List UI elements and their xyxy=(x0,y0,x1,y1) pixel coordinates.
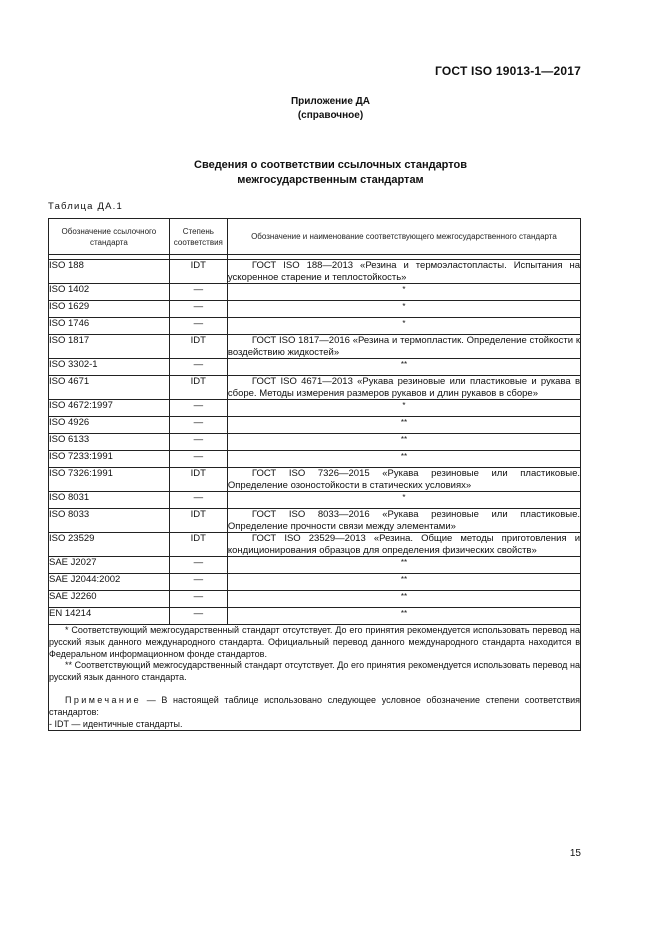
degree-cell: — xyxy=(169,400,227,417)
section-title-line-1: Сведения о соответствии ссылочных стандартов xyxy=(194,159,467,171)
footnote-double-star: ** Соответствующий межгосударственный стандарт отсутствует. До его принятия рекомендуется использовать перевод на русский язык данного стандарта. xyxy=(49,660,580,683)
correspondence-table xyxy=(48,218,581,731)
interstate-standard-cell: ГОСТ ISO 1817—2016 «Резина и термопластик. Определение стойкости к воздействию жидкостей» xyxy=(227,335,580,358)
interstate-standard-cell: ГОСТ ISO 23529—2013 «Резина. Общие методы приготовления и кондиционирования образцов для определения физических свойств» xyxy=(227,533,580,556)
degree-cell: IDT xyxy=(169,376,227,400)
reference-standard-cell: EN 14214 xyxy=(49,608,170,625)
reference-standard-cell: ISO 23529 xyxy=(49,533,170,557)
footnote-mark-cell: ** xyxy=(227,574,580,591)
footnote-mark-cell: ** xyxy=(227,451,580,468)
table-header-row xyxy=(49,219,581,255)
reference-standard-cell: ISO 1402 xyxy=(49,284,170,301)
table-row xyxy=(49,492,581,509)
table-row xyxy=(49,318,581,335)
table-note xyxy=(49,695,580,719)
degree-cell: IDT xyxy=(169,260,227,284)
table-row xyxy=(49,608,581,625)
table-footnotes-row xyxy=(49,625,581,731)
degree-cell: IDT xyxy=(169,509,227,533)
column-header-reference-standard: Обозначение ссылочного стандарта xyxy=(49,219,170,255)
reference-standard-cell: ISO 8031 xyxy=(49,492,170,509)
reference-standard-cell: SAE J2044:2002 xyxy=(49,574,170,591)
reference-standard-cell: ISO 4926 xyxy=(49,417,170,434)
degree-cell: — xyxy=(169,318,227,335)
interstate-standard-cell: ГОСТ ISO 4671—2013 «Рукава резиновые или пластиковые и рукава в сборе. Методы измерения размеров рукавов и длин рукавов в сборе» xyxy=(227,376,580,399)
footnote-mark-cell: ** xyxy=(227,608,580,625)
footnote-mark-cell: * xyxy=(227,492,580,509)
reference-standard-cell: ISO 6133 xyxy=(49,434,170,451)
annex-heading xyxy=(0,95,661,123)
table-row xyxy=(49,284,581,301)
reference-standard-cell: ISO 1746 xyxy=(49,318,170,335)
footnote-mark-cell: * xyxy=(227,400,580,417)
interstate-standard-cell: ГОСТ ISO 188—2013 «Резина и термоэластопласты. Испытания на ускоренное старение и теплостойкость» xyxy=(227,260,580,283)
footnote-mark-cell: * xyxy=(227,284,580,301)
table-row xyxy=(49,574,581,591)
interstate-standard-cell: ГОСТ ISO 8033—2016 «Рукава резиновые или пластиковые. Определение прочности связи между элементами» xyxy=(227,509,580,532)
table-row xyxy=(49,533,581,557)
degree-cell: — xyxy=(169,359,227,376)
footnote-mark-cell: ** xyxy=(227,417,580,434)
reference-standard-cell: ISO 4671 xyxy=(49,376,170,400)
document-code: ГОСТ ISO 19013-1—2017 xyxy=(435,64,581,78)
degree-cell: — xyxy=(169,591,227,608)
degree-cell: — xyxy=(169,284,227,301)
reference-standard-cell: ISO 7233:1991 xyxy=(49,451,170,468)
table-footnotes xyxy=(49,625,581,731)
annex-title: Приложение ДА xyxy=(290,96,371,107)
interstate-standard-cell: ГОСТ ISO 7326—2015 «Рукава резиновые или пластиковые. Определение озоностойкости в статических условиях» xyxy=(227,468,580,491)
table-row xyxy=(49,260,581,284)
degree-cell: IDT xyxy=(169,468,227,492)
table-row xyxy=(49,434,581,451)
section-title-line-2: межгосударственным стандартам xyxy=(237,174,424,186)
column-header-degree: Степень соответствия xyxy=(169,219,227,255)
annex-subtitle: (справочное) xyxy=(297,110,364,121)
reference-standard-cell: ISO 1817 xyxy=(49,335,170,359)
footnote-mark-cell: * xyxy=(227,318,580,335)
reference-standard-cell: ISO 1629 xyxy=(49,301,170,318)
table-row xyxy=(49,301,581,318)
footnote-mark-cell: * xyxy=(227,301,580,318)
table-row xyxy=(49,400,581,417)
table-row xyxy=(49,359,581,376)
note-text: — В настоящей таблице использовано следующее условное обозначение степени соответствия стандартов: xyxy=(49,694,580,717)
footnote-mark-cell: ** xyxy=(227,434,580,451)
reference-standard-cell: ISO 3302-1 xyxy=(49,359,170,376)
footnote-mark-cell: ** xyxy=(227,557,580,574)
table-body xyxy=(49,255,581,625)
degree-cell: — xyxy=(169,417,227,434)
degree-cell: — xyxy=(169,608,227,625)
degree-cell: — xyxy=(169,301,227,318)
table-row xyxy=(49,468,581,492)
table-row xyxy=(49,376,581,400)
footnote-mark-cell: ** xyxy=(227,591,580,608)
footnote-mark-cell: ** xyxy=(227,359,580,376)
reference-standard-cell: ISO 188 xyxy=(49,260,170,284)
table-row xyxy=(49,335,581,359)
note-item-idt: - IDT — идентичные стандарты. xyxy=(49,718,183,729)
section-title xyxy=(0,158,661,188)
degree-cell: — xyxy=(169,574,227,591)
degree-cell: — xyxy=(169,557,227,574)
table-row xyxy=(49,557,581,574)
degree-cell: — xyxy=(169,434,227,451)
degree-cell: — xyxy=(169,492,227,509)
table-row xyxy=(49,591,581,608)
degree-cell: — xyxy=(169,451,227,468)
reference-standard-cell: SAE J2027 xyxy=(49,557,170,574)
note-label: Примечание xyxy=(65,694,142,705)
reference-standard-cell: ISO 8033 xyxy=(49,509,170,533)
reference-standard-cell: ISO 4672:1997 xyxy=(49,400,170,417)
footnote-single-star: * Соответствующий межгосударственный стандарт отсутствует. До его принятия рекомендуется использовать перевод на русский язык данного международного стандарта. Официальный перевод данного международного стандарта находится в Федеральном информационном фонде стандартов. xyxy=(49,625,580,659)
table-label: Таблица ДА.1 xyxy=(48,201,123,212)
reference-standard-cell: ISO 7326:1991 xyxy=(49,468,170,492)
degree-cell: IDT xyxy=(169,335,227,359)
reference-standard-cell: SAE J2260 xyxy=(49,591,170,608)
page-number: 15 xyxy=(569,848,581,859)
column-header-interstate-standard: Обозначение и наименование соответствующего межгосударственного стандарта xyxy=(227,219,580,255)
table-row xyxy=(49,509,581,533)
degree-cell: IDT xyxy=(169,533,227,557)
table-row xyxy=(49,417,581,434)
table-row xyxy=(49,451,581,468)
